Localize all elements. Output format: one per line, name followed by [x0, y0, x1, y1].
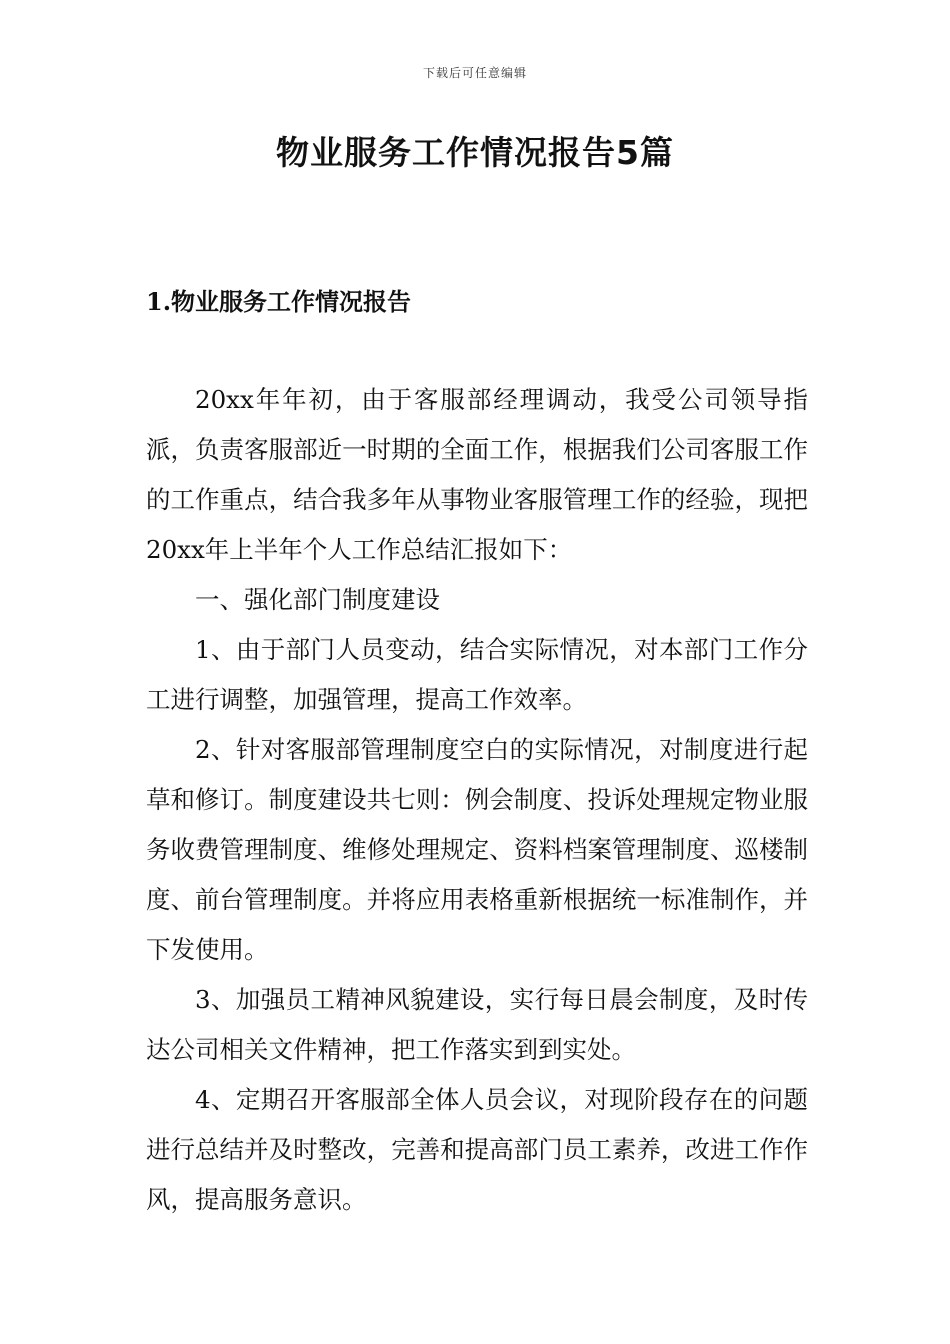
document-title: 物业服务工作情况报告5篇	[276, 133, 674, 172]
section-heading: 1.物业服务工作情况报告	[146, 287, 412, 316]
paragraph-item-2: 2、针对客服部管理制度空白的实际情况，对制度进行起草和修订。制度建设共七则：例会制度、投诉处理规定物业服务收费管理制度、维修处理规定、资料档案管理制度、巡楼制度、前台管理制度。并将应用表格重新根据统一标准制作，并下发使用。	[146, 735, 808, 964]
paragraph-item-1: 1、由于部门人员变动，结合实际情况，对本部门工作分工进行调整，加强管理，提高工作效率。	[146, 635, 808, 714]
paragraph-intro: 20xx年年初，由于客服部经理调动，我受公司领导指派，负责客服部近一时期的全面工作，根据我们公司客服工作的工作重点，结合我多年从事物业客服管理工作的经验，现把20xx年上半年个人工作总结汇报如下：	[146, 385, 808, 564]
header-note: 下载后可任意编辑	[422, 66, 527, 80]
paragraph-item-4: 4、定期召开客服部全体人员会议，对现阶段存在的问题进行总结并及时整改，完善和提高部门员工素养，改进工作作风，提高服务意识。	[146, 1085, 808, 1214]
document-body	[146, 375, 808, 1225]
paragraph-item-3: 3、加强员工精神风貌建设，实行每日晨会制度，及时传达公司相关文件精神，把工作落实到到实处。	[146, 985, 808, 1064]
paragraph-subheading: 一、强化部门制度建设	[195, 585, 440, 614]
